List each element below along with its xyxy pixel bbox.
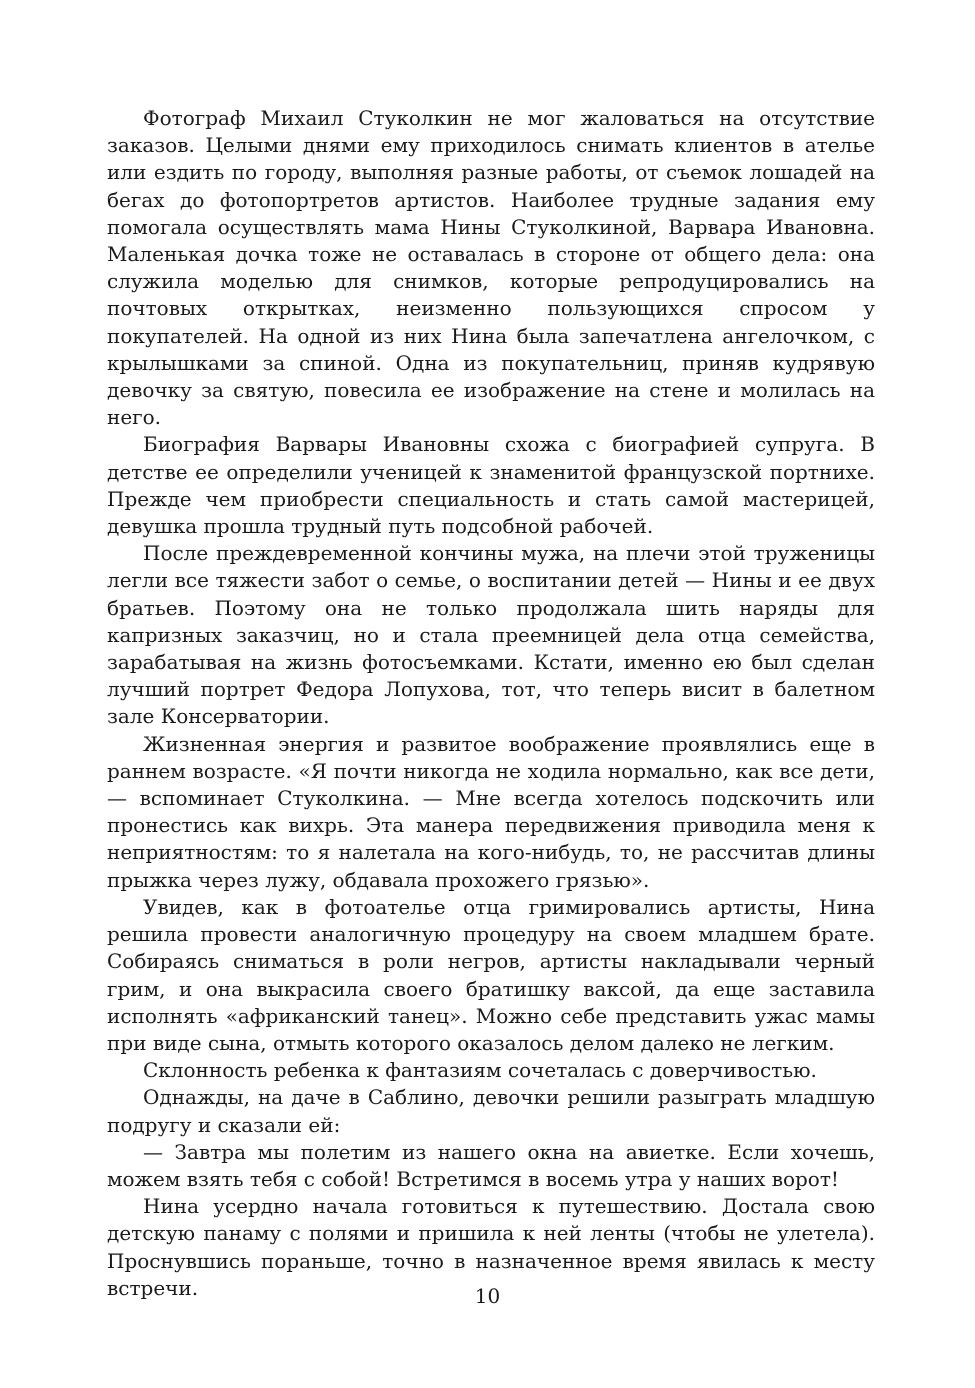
paragraph-4: Жизненная энергия и развитое воображение проявлялись еще в раннем возрасте. «Я почти никогда не ходила нормально, как все дети, — вспоминает Стуколкина. — Мне всегда хотелось подскочить или пронестись как вихрь. Эта манера передвижения приводила меня к неприятностям: то я налетала на кого-нибудь, то, не рассчитав длины прыжка через лужу, обдавала прохожего грязью». — [107, 731, 875, 892]
paragraph-8: — Завтра мы полетим из нашего окна на авиетке. Если хочешь, можем взять тебя с собой! Встретимся в восемь утра у наших ворот! — [107, 1139, 875, 1191]
paragraph-5: Увидев, как в фотоателье отца гримировались артисты, Нина решила провести аналогичную процедуру на своем младшем брате. Собираясь сниматься в роли негров, артисты накладывали черный грим, и она выкрасила своего братишку ваксой, да еще заставила исполнять «африканский танец». Можно себе представить ужас мамы при виде сына, отмыть которого оказалось делом далеко не легким. — [107, 894, 875, 1055]
page-number: 10 — [474, 1284, 501, 1308]
paragraph-6: Склонность ребенка к фантазиям сочеталась с доверчивостью. — [143, 1058, 817, 1083]
paragraph-2: Биография Варвары Ивановны схожа с биографией супруга. В детстве ее определили ученицей к знаменитой французской портнихе. Прежде чем приобрести специальность и стать самой мастерицей, девушка прошла трудный путь подсобной рабочей. — [107, 432, 875, 539]
paragraph-1: Фотограф Михаил Стуколкин не мог жаловаться на отсутствие заказов. Целыми днями ему приходилось снимать клиентов в ателье или ездить по городу, выполняя разные работы, от съемок лошадей на бегах до фотопортретов артистов. Наиболее трудные задания ему помогала осуществлять мама Нины Стуколкиной, Варвара Ивановна. Маленькая дочка тоже не оставалась в стороне от общего дела: она служила моделью для снимков, которые репродуцировались на почтовых открытках, неизменно пользующихся спросом у покупателей. На одной из них Нина была запечатлена ангелочком, с крылышками за спиной. Одна из покупательниц, приняв кудрявую девочку за святую, повесила ее изображение на стене и молилась на него. — [107, 106, 875, 430]
paragraph-9: Нина усердно начала готовиться к путешествию. Достала свою детскую панаму с полями и пришила к ней ленты (чтобы не улетела). Проснувшись пораньше, точно в назначенное время явилась к месту встречи. — [107, 1194, 875, 1300]
paragraph-7: Однажды, на даче в Саблино, девочки решили разыграть младшую подругу и сказали ей: — [107, 1085, 875, 1137]
paragraph-3: После преждевременной кончины мужа, на плечи этой труженицы легли все тяжести забот о семье, о воспитании детей — Нины и ее двух братьев. Поэтому она не только продолжала шить наряды для капризных заказчиц, но и стала преемницей дела отца семейства, зарабатывая на жизнь фотосъемками. Кстати, именно ею был сделан лучший портрет Федора Лопухова, тот, что теперь висит в балетном зале Консерватории. — [107, 541, 875, 729]
body-text — [107, 105, 875, 1302]
